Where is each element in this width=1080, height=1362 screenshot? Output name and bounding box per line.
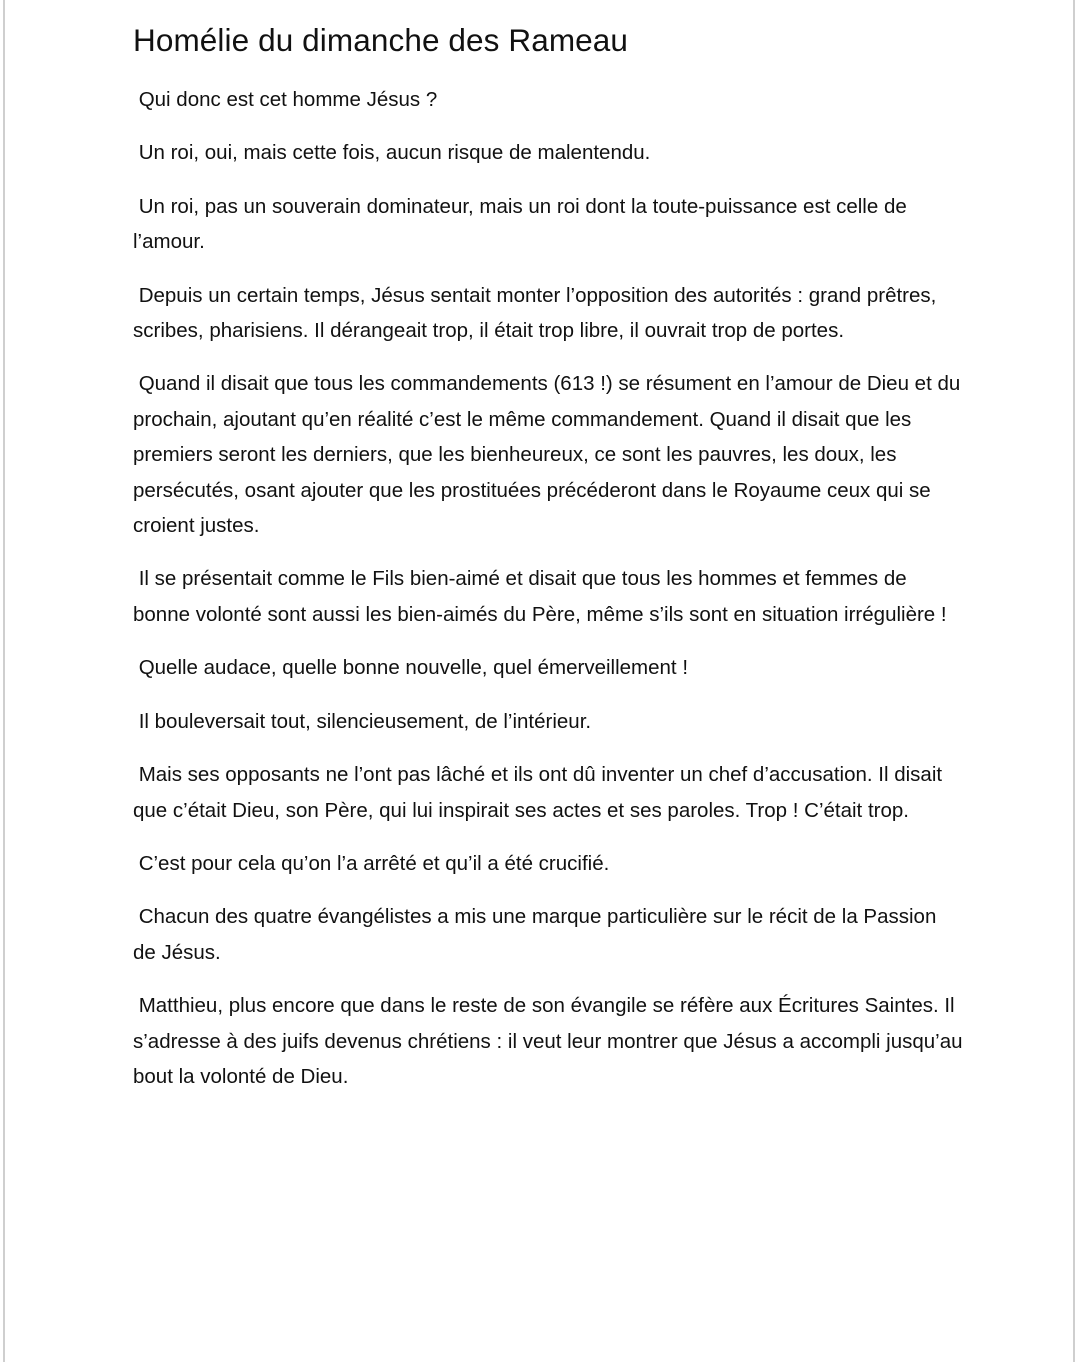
paragraph-8: Il bouleversait tout, silencieusement, de l’intérieur. <box>133 709 592 733</box>
paragraph-3: Un roi, pas un souverain dominateur, mais un roi dont la toute-puissance est celle de l’amour. <box>133 194 913 254</box>
paragraph-4: Depuis un certain temps, Jésus sentait monter l’opposition des autorités : grand prêtres, scribes, pharisiens. Il dérangeait trop, il était trop libre, il ouvrait trop de portes. <box>133 283 943 343</box>
document-title: Homélie du dimanche des Rameau <box>133 22 629 58</box>
paragraph-1: Qui donc est cet homme Jésus ? <box>133 88 438 111</box>
paragraph-2: Un roi, oui, mais cette fois, aucun risque de malentendu. <box>133 141 651 165</box>
paragraph-10: C’est pour cela qu’on l’a arrêté et qu’il a été crucifié. <box>133 851 610 875</box>
paragraph-5: Quand il disait que tous les commandements (613 !) se résument en l’amour de Dieu et du prochain, ajoutant qu’en réalité c’est le même commandement. Quand il disait que les premiers seront les derniers, que les bienheureux, ce sont les pauvres, les doux, les persécutés, osant ajouter que les prostituées précéderont dans le Royaume ceux qui se croient justes. <box>133 372 966 538</box>
paragraph-11: Chacun des quatre évangélistes a mis une marque particulière sur le récit de la Passion de Jésus. <box>133 905 943 964</box>
paragraph-9: Mais ses opposants ne l’ont pas lâché et ils ont dû inventer un chef d’accusation. Il disait que c’était Dieu, son Père, qui lui inspirait ses actes et ses paroles. Trop ! C’était trop. <box>133 763 948 822</box>
document-page <box>3 0 1075 1362</box>
paragraph-12: Matthieu, plus encore que dans le reste de son évangile se réfère aux Écritures Saintes. Il s’adresse à des juifs devenus chrétiens : il veut leur montrer que Jésus a accompli jusqu’au bout la volonté de Dieu. <box>133 994 969 1088</box>
paragraph-7: Quelle audace, quelle bonne nouvelle, quel émerveillement ! <box>133 656 689 680</box>
paragraph-6: Il se présentait comme le Fils bien-aimé et disait que tous les hommes et femmes de bonne volonté sont aussi les bien-aimés du Père, même s’ils sont en situation irrégulière ! <box>133 567 947 626</box>
document-body <box>133 18 969 1112</box>
